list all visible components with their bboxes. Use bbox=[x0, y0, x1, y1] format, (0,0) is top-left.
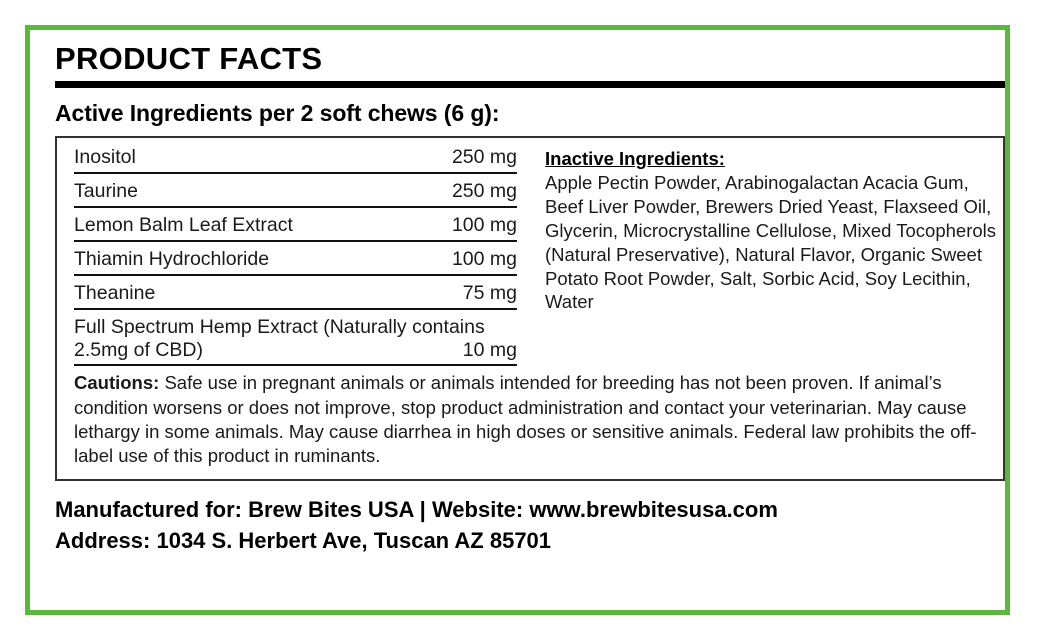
table-row bbox=[74, 214, 517, 242]
page-title: PRODUCT FACTS bbox=[55, 41, 323, 76]
table-row-hemp bbox=[74, 316, 517, 366]
inactive-ingredients-heading: Inactive Ingredients: bbox=[545, 148, 725, 170]
ingredient-amount: 250 mg bbox=[451, 146, 517, 169]
ingredient-name: Thiamin Hydrochloride bbox=[74, 248, 270, 271]
manufacturer-line: Manufactured for: Brew Bites USA | Website: www.brewbitesusa.com bbox=[55, 497, 778, 523]
cautions-label: Cautions: bbox=[74, 372, 160, 394]
facts-columns bbox=[57, 138, 1003, 366]
address-line: Address: 1034 S. Herbert Ave, Tuscan AZ 85701 bbox=[55, 528, 552, 554]
ingredient-name-line2: 2.5mg of CBD) bbox=[74, 339, 203, 362]
active-ingredients-heading: Active Ingredients per 2 soft chews (6 g): bbox=[55, 100, 500, 127]
ingredient-amount: 100 mg bbox=[451, 214, 517, 237]
table-row bbox=[74, 282, 517, 310]
ingredient-amount: 100 mg bbox=[451, 248, 517, 271]
inactive-ingredients-column bbox=[527, 146, 1003, 366]
table-row bbox=[74, 248, 517, 276]
table-row bbox=[74, 146, 517, 174]
ingredient-amount: 250 mg bbox=[451, 180, 517, 203]
inactive-ingredients-text: Apple Pectin Powder, Arabinogalactan Acacia Gum, Beef Liver Powder, Brewers Dried Yeast, Flaxseed Oil, Glycerin, Microcrystalline Cellulose, Mixed Tocopherols (Natural Preservative), Natural Flavor, Organic Sweet Potato Root Powder, Salt, Sorbic Acid, Soy Lecithin, Water bbox=[545, 172, 997, 313]
ingredient-name-line1: Full Spectrum Hemp Extract (Naturally contains bbox=[74, 316, 485, 339]
table-row bbox=[74, 180, 517, 208]
title-divider bbox=[55, 81, 1005, 88]
ingredient-amount: 75 mg bbox=[462, 282, 517, 305]
cautions-text: Safe use in pregnant animals or animals intended for breeding has not been proven. If animal’s condition worsens or does not improve, stop product administration and contact your veterinarian. May cause lethargy in some animals. May cause diarrhea in high doses or sensitive animals. Federal law prohibits the off-label use of this product in ruminants. bbox=[74, 372, 977, 467]
facts-box bbox=[55, 136, 1005, 481]
ingredient-name: Lemon Balm Leaf Extract bbox=[74, 214, 293, 237]
product-facts-label bbox=[25, 25, 1010, 615]
active-ingredients-column bbox=[57, 146, 527, 366]
cautions-paragraph bbox=[57, 366, 1003, 469]
ingredient-name: Inositol bbox=[74, 146, 136, 169]
ingredient-name: Taurine bbox=[74, 180, 138, 203]
ingredient-amount: 10 mg bbox=[462, 339, 517, 362]
manufacturer-info bbox=[55, 494, 985, 556]
ingredient-name: Theanine bbox=[74, 282, 156, 305]
